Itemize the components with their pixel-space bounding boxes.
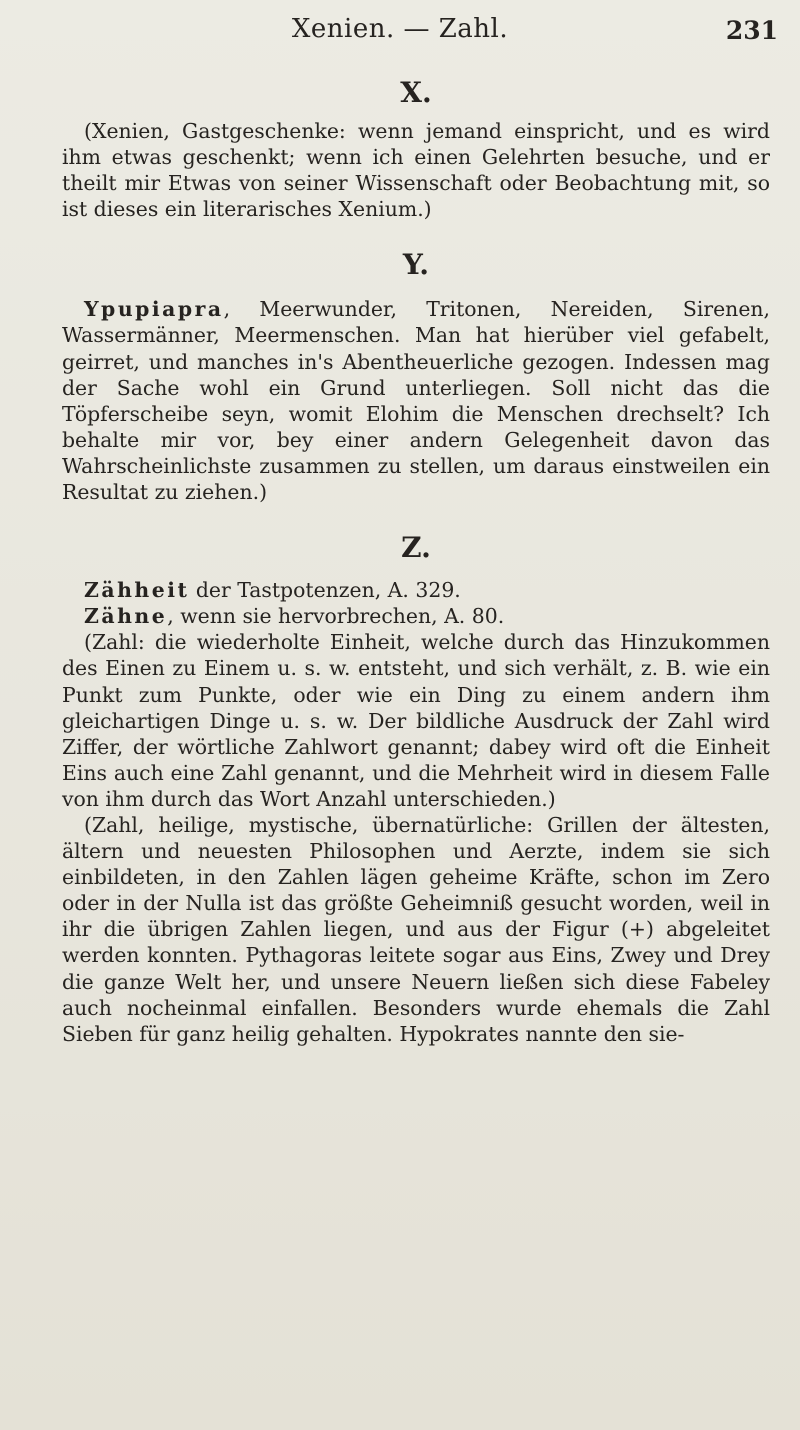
entry-head-ypupiapra: Ypupiapra (84, 297, 224, 322)
section-letter-x: X. (400, 76, 432, 109)
ypupiapra-text: , Meerwunder, Tritonen, Nereiden, Sirenen, Wassermänner, Meermenschen. Man hat hierüber viel gefabelt, geirret, und manches in's Abentheuerliche gezogen. Indessen mag der Sache wohl ein Grund unterliegen. Soll nicht das die Töpferscheibe seyn, womit Elohim die Menschen drechselt? Ich behalte mir vor, bey einer andern Gelegenheit davon das Wahrscheinlichste zusammen zu stellen, um daraus einstweilen ein Resultat zu ziehen.) (62, 297, 770, 505)
body-text (62, 70, 770, 1047)
section-letter-y: Y. (402, 248, 430, 282)
page-number: 231 (725, 16, 778, 45)
page-header (0, 14, 800, 54)
entry-zaehne-text: , wenn sie hervorbrechen, A. 80. (167, 604, 505, 629)
running-title: Xenien. — Zahl. (291, 14, 509, 44)
ypupiapra-paragraph (62, 296, 770, 505)
section-letter-z: Z. (401, 531, 431, 565)
entry-zaehheit-text: der Tastpotenzen, A. 329. (189, 578, 461, 603)
entry-zaehne (62, 603, 770, 629)
entry-head-zaehheit: Zähheit (84, 578, 190, 603)
entry-zaehheit (62, 577, 770, 603)
zahl-heilige-paragraph: (Zahl, heilige, mystische, übernatürliche: Grillen der ältesten, ältern und neuesten Philosophen und Aerzte, indem sie sich einbildeten, in den Zahlen lägen geheime Kräfte, schon im Zero oder in der Nulla ist das größte Geheimniß gesucht worden, weil in ihr die übrigen Zahlen liegen, und aus der Figur (+) abgeleitet werden konnten. Pythagoras leitete sogar aus Eins, Zwey und Drey die ganze Welt her, und unsere Neuern ließen sich diese Fabeley auch nocheinmal einfallen. Besonders wurde ehemals die Zahl Sieben für ganz heilig gehalten. Hypokrates nannte den sie- (62, 812, 770, 1046)
zahl-paragraph: (Zahl: die wiederholte Einheit, welche durch das Hinzukommen des Einen zu Einem u. s. w. entsteht, und sich verhält, z. B. wie ein Punkt zum Punkte, oder wie ein Ding zu einem andern ihm gleichartigen Dinge u. s. w. Der bildliche Ausdruck der Zahl wird Ziffer, der wörtliche Zahlwort genannt; dabey wird oft die Einheit Eins auch eine Zahl genannt, und die Mehrheit wird in diesem Falle von ihm durch das Wort Anzahl unterschieden.) (62, 630, 770, 811)
xenien-paragraph: (Xenien, Gastgeschenke: wenn jemand einspricht, und es wird ihm etwas geschenkt; wenn ich einen Gelehrten besuche, und er theilt mir Etwas von seiner Wissenschaft oder Beobachtung mit, so ist dieses ein literarisches Xenium.) (62, 119, 770, 222)
entry-head-zaehne: Zähne (84, 604, 168, 629)
